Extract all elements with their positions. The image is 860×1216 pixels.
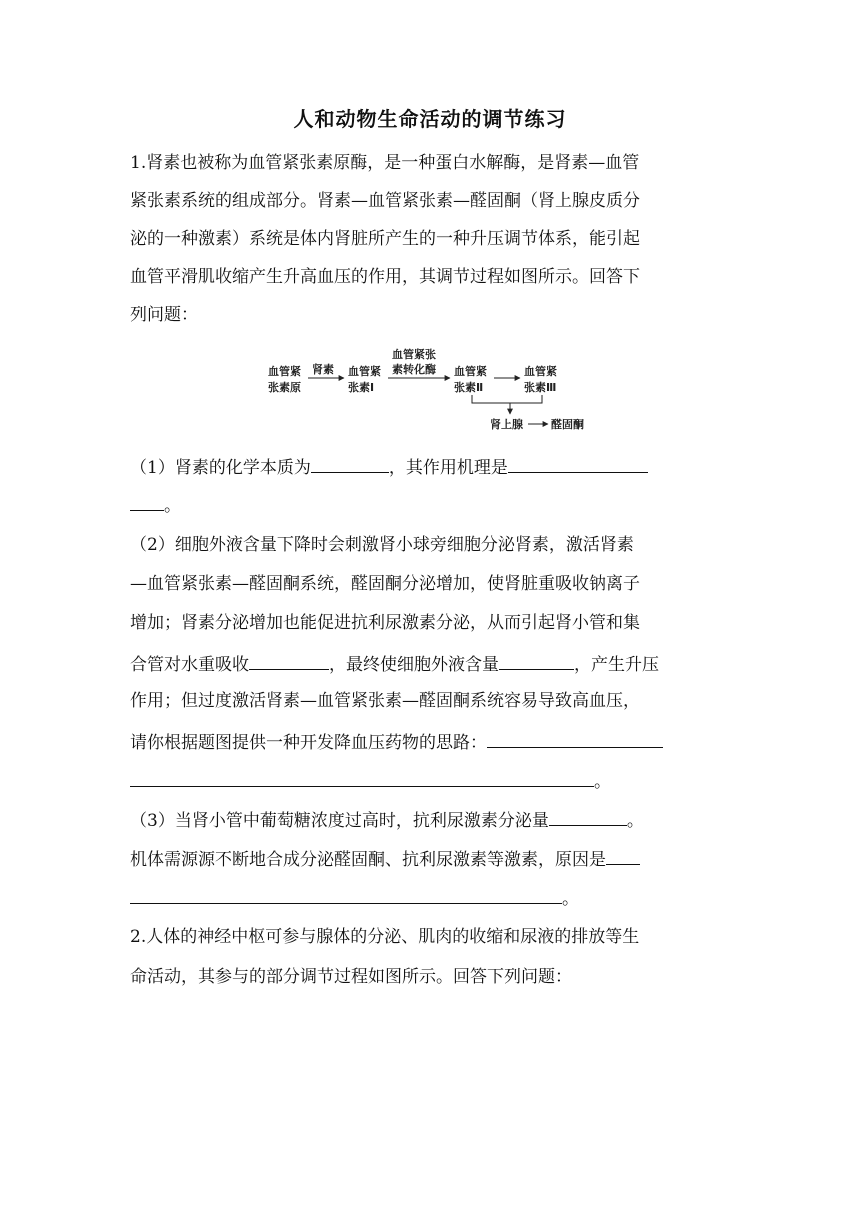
q1-p3-line-3 bbox=[130, 885, 579, 910]
q1-p3-line-1 bbox=[130, 807, 644, 832]
node-angiotensin-2-line1: 血管紧 bbox=[454, 365, 487, 378]
q1-intro-line-4: 血管平滑肌收缩产生升高血压的作用，其调节过程如图所示。回答下 bbox=[130, 267, 640, 287]
answer-blank-2-cont[interactable] bbox=[130, 492, 164, 511]
node-angiotensin-2-line2: 张素Ⅱ bbox=[454, 381, 484, 394]
bracket-line bbox=[472, 395, 542, 403]
node-angiotensin-3-line1: 血管紧 bbox=[524, 365, 557, 378]
q1-p3-text-2: 机体需源源不断地合成分泌醛固酮、抗利尿激素等激素，原因是 bbox=[130, 850, 606, 870]
q1-p2-line-7 bbox=[130, 768, 611, 793]
q1-p1-text-a: （1）肾素的化学本质为 bbox=[130, 458, 311, 478]
edge-ace-label-line1: 血管紧张 bbox=[392, 348, 436, 361]
q1-intro-line-5: 列问题： bbox=[130, 305, 198, 325]
node-angiotensin-1-line1: 血管紧 bbox=[348, 365, 381, 378]
node-angiotensinogen-line2: 张素原 bbox=[268, 381, 301, 394]
q1-p1-text-b: ，其作用机理是 bbox=[388, 458, 508, 478]
node-angiotensinogen-line1: 血管紧 bbox=[268, 365, 301, 378]
q1-p1-line bbox=[130, 454, 648, 479]
answer-blank-3[interactable] bbox=[249, 651, 329, 670]
edge-renin-label: 肾素 bbox=[312, 363, 334, 376]
q1-p3-line-2 bbox=[130, 846, 640, 871]
q1-p2-line-3: 增加；肾素分泌增加也能促进抗利尿激素分泌，从而引起肾小管和集 bbox=[130, 613, 640, 633]
node-adrenal-gland: 肾上腺 bbox=[490, 418, 523, 431]
renin-angiotensin-diagram bbox=[262, 348, 602, 438]
answer-blank-7[interactable] bbox=[606, 846, 640, 865]
answer-blank-4[interactable] bbox=[499, 651, 574, 670]
answer-blank-7-cont[interactable] bbox=[130, 885, 562, 904]
q1-p2-text-6: 请你根据题图提供一种开发降血压药物的思路： bbox=[130, 733, 487, 753]
q1-p2-text-4a: 合管对水重吸收 bbox=[130, 655, 249, 675]
q1-intro-line-2: 紧张素系统的组成部分。肾素—血管紧张素—醛固酮（肾上腺皮质分 bbox=[130, 191, 640, 211]
answer-blank-6[interactable] bbox=[549, 807, 627, 826]
q1-p3-text-1a: （3）当肾小管中葡萄糖浓度过高时，抗利尿激素分泌量 bbox=[130, 811, 549, 831]
q1-p2-end: 。 bbox=[594, 772, 611, 792]
edge-ace-label-line2: 素转化酶 bbox=[392, 363, 436, 376]
q1-p2-line-5: 作用；但过度激活肾素—血管紧张素—醛固酮系统容易导致高血压， bbox=[130, 691, 640, 711]
q1-intro-line-3: 泌的一种激素）系统是体内肾脏所产生的一种升压调节体系，能引起 bbox=[130, 229, 640, 249]
q2-line-1: 2.人体的神经中枢可参与腺体的分泌、肌肉的收缩和尿液的排放等生 bbox=[130, 927, 640, 947]
q1-p1-line-2 bbox=[130, 492, 181, 517]
q1-p2-text-4b: ，最终使细胞外液含量 bbox=[329, 655, 499, 675]
q1-intro-line-1: 1.肾素也被称为血管紧张素原酶，是一种蛋白水解酶，是肾素—血管 bbox=[130, 153, 640, 173]
answer-blank-5-cont[interactable] bbox=[130, 768, 594, 787]
q1-p2-line-6 bbox=[130, 729, 663, 754]
q1-p2-line-1: （2）细胞外液含量下降时会刺激肾小球旁细胞分泌肾素，激活肾素 bbox=[130, 535, 634, 555]
answer-blank-1[interactable] bbox=[311, 454, 389, 473]
answer-blank-2[interactable] bbox=[508, 454, 648, 473]
node-aldosterone: 醛固酮 bbox=[551, 418, 584, 431]
document-title: 人和动物生命活动的调节练习 bbox=[293, 107, 567, 131]
node-angiotensin-3-line2: 张素Ⅲ bbox=[524, 381, 557, 394]
node-angiotensin-1-line2: 张素Ⅰ bbox=[348, 381, 375, 394]
answer-blank-5[interactable] bbox=[487, 729, 663, 748]
q1-p2-line-2: —血管紧张素—醛固酮系统，醛固酮分泌增加，使肾脏重吸收钠离子 bbox=[130, 574, 640, 594]
q1-p2-line-4 bbox=[130, 651, 659, 676]
q1-p2-text-4c: ，产生升压 bbox=[574, 655, 659, 675]
q1-p1-end: 。 bbox=[164, 496, 181, 516]
q1-p3-text-1b: 。 bbox=[626, 811, 644, 831]
q1-p3-end: 。 bbox=[562, 889, 579, 909]
q2-line-2: 命活动，其参与的部分调节过程如图所示。回答下列问题： bbox=[130, 967, 572, 987]
